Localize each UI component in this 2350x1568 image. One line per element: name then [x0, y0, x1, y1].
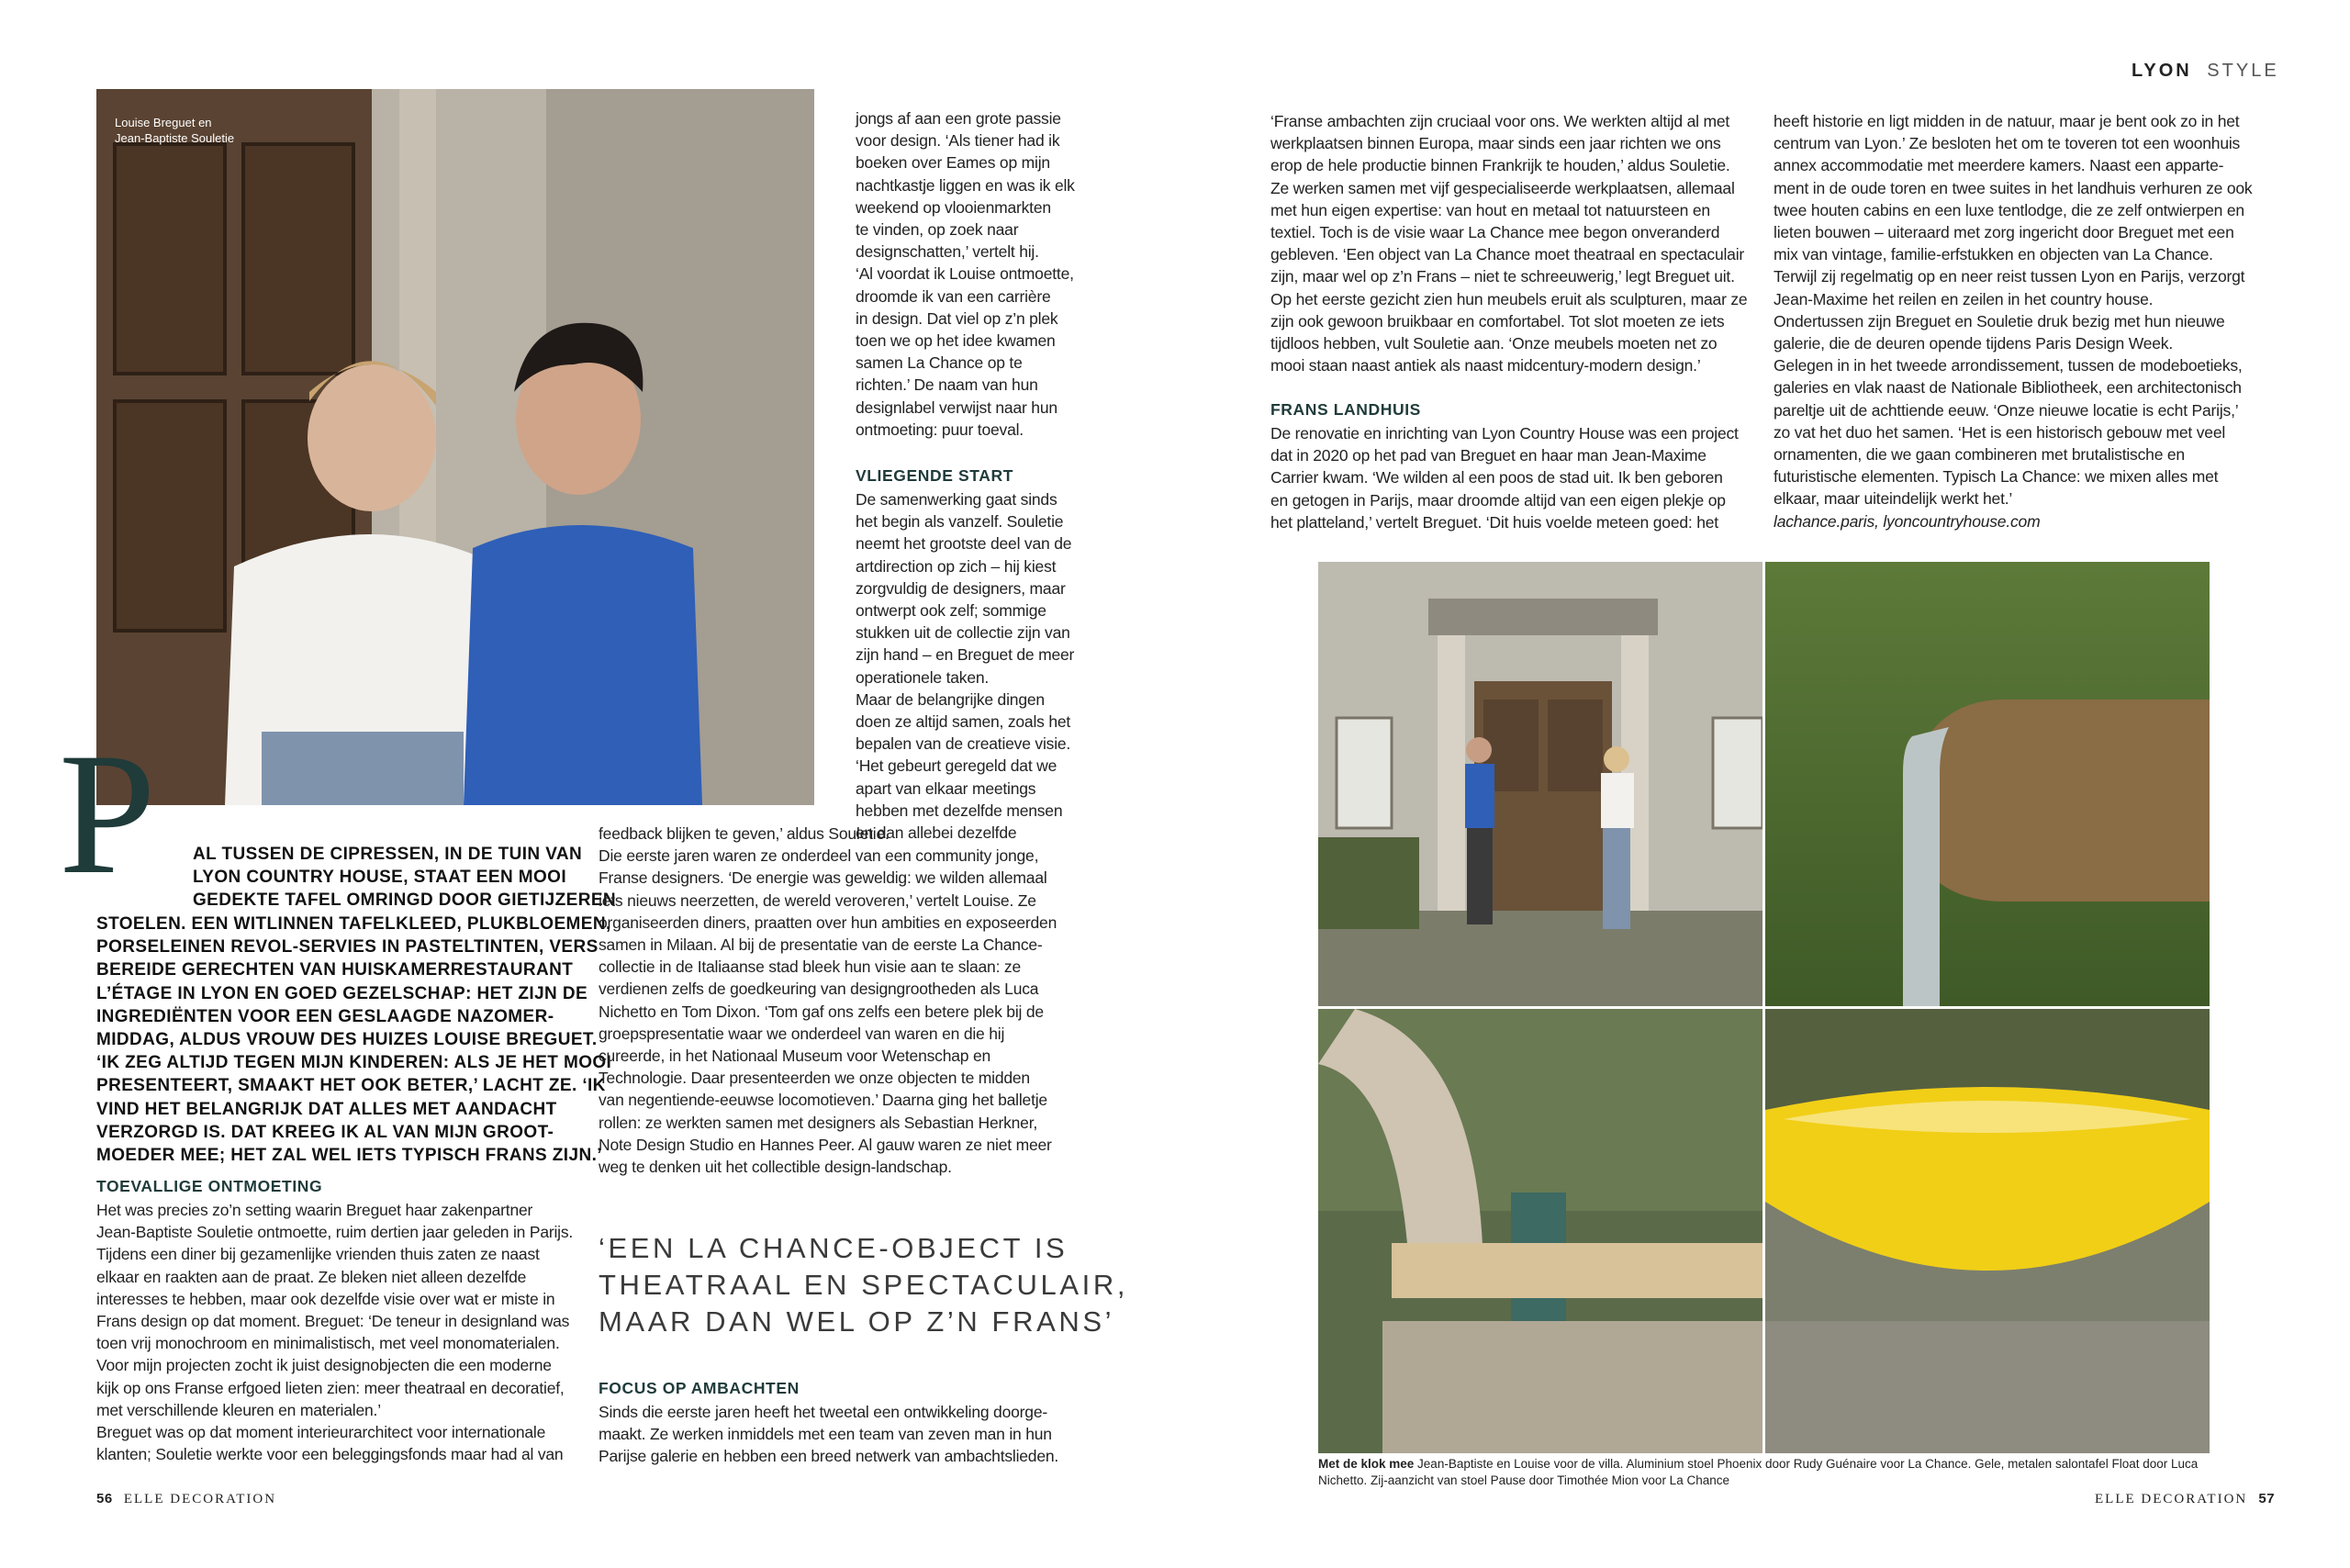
- heading-toevallige-ontmoeting: TOEVALLIGE ONTMOETING: [96, 1177, 323, 1195]
- photo-caption: Louise Breguet en Jean-Baptiste Souletie: [115, 116, 235, 145]
- text-vliegende-start-cont: feedback blijken te geven,’ aldus Souletie. Die eerste jaren waren ze onderdeel van een community jonge, Franse designers. ‘De energie was geweldig: we wilden allemaal iets nieuws neerzetten, de wereld veroveren,’ vertelt Louise. Ze organiseerden diners, praatten over hun ambities en exposeerden samen in Milaan. Al bij de presentatie van de eerste La Chance- collectie in de Italiaanse stad bleek hun visie aan te slaan: ze verdienen zelfs de goedkeuring van designgrootheden als Luca Nichetto en Tom Dixon. ‘Tom gaf ons zelfs een betere plek bij de groepspresentatie waar we onderdeel van waren en die hij cureerde, in het Nationaal Museum voor Wetenschap en Technologie. Daar presenteerden we onze objecten te midden van negentiende-eeuwse locomotieven.’ Daarna ging het balletje rollen: ze werkten samen met designers als Sebastian Herkner, Note Design Studio en Hannes Peer. Al gauw waren ze niet meer weg te denken uit het collectible design-landschap.: [599, 824, 1058, 1177]
- page-number-right: 57: [2258, 1491, 2276, 1506]
- right-column-1-text: ‘Franse ambachten zijn cruciaal voor ons. We werkten altijd al met werkplaatsen binnen Europa, maar sinds een jaar richten we ons erop de hele productie binnen Frankrijk te houden,’ aldus Souletie. Ze werken samen met vijf gespecialiseerde werkplaatsen, allemaal met hun eigen expertise: van hout en metaal tot natuursteen en textiel. Toch is de visie waar La Chance mee begon onveranderd gebleven. ‘Een object van La Chance moet theatraal en spectaculair zijn, maar wel op z’n Frans – niet te schreeuwerig,’ legt Breguet uit. Op het eerste gezicht zien hun meubels eruit als sculpturen, maar ze zijn ook gewoon bruikbaar en comfortabel. Tot slot moeten ze iets tijdloos hebben, vult Souletie aan. ‘Onze meubels moeten net zo mooi staan naast antiek als naast midcentury-modern design.’: [1270, 112, 1748, 375]
- chair-pause-photo: [1318, 1009, 1762, 1453]
- heading-focus-op-ambachten: FOCUS OP AMBACHTEN: [599, 1379, 800, 1397]
- section-sub: STYLE: [2207, 61, 2279, 81]
- section-header: [2132, 61, 2279, 82]
- caption-text: Jean-Baptiste en Louise voor de villa. Aluminium stoel Phoenix door Rudy Guénaire voor La Chance. Gele, metalen salontafel Float door Luca Nichetto. Zij-aanzicht van stoel Pause door Timothée Mion voor La Chance: [1318, 1457, 2199, 1487]
- right-folio: [2095, 1491, 2275, 1507]
- portrait-photo: [96, 89, 814, 805]
- photo-grid-caption: [1318, 1456, 2218, 1489]
- chair-phoenix-photo: [1765, 562, 2210, 1006]
- magazine-name-left: ELLE DECORATION: [123, 1492, 277, 1506]
- section-name: LYON: [2132, 61, 2192, 81]
- right-column-2-text: heeft historie en ligt midden in de natuur, maar je bent ook zo in het centrum van Lyon.’ Ze besloten het om te toveren tot een woonhuis annex accommodatie met meerdere kamers. Naast een apparte- ment in de oude toren en twee suites in het landhuis verhuren ze ook twee houten cabins en een luxe tentlodge, die ze zelf ontwierpen en lieten bouwen – uiteraard met zorg ingericht door Breguet met een mix van vintage, familie-erfstukken en objecten van La Chance. Terwijl zij regelmatig op en neer reist tussen Lyon en Parijs, verzorgt Jean-Maxime het reilen en zeilen in het country house. Ondertussen zijn Breguet en Souletie druk bezig met hun nieuwe galerie, die de deuren opende tijdens Paris Design Week. Gelegen in in het tweede arrondissement, tussen de modeboetieks, galeries en vlak naast de Nationale Bibliotheek, een architectonisch pareltje uit de achttiende eeuw. ‘Onze nieuwe locatie is echt Parijs,’ zo vat het duo het samen. ‘Het is een historisch gebouw met veel ornamenten, die we gaan combineren met brutalistische en futuristische elementen. Typisch La Chance: we mixen alles met elkaar, maar uiteindelijk werkt het.’: [1774, 112, 2253, 509]
- text-frans-landhuis: De renovatie en inrichting van Lyon Country House was een project dat in 2020 op het pad van Breguet en haar man Jean-Maxime Carrier kwam. ‘We wilden al een poos de stad uit. Ik ben geboren en getogen in Parijs, maar droomde altijd van een eigen plekje op het platteland,’ vertelt Breguet. ‘Dit huis voelde meteen goed: het: [1270, 424, 1739, 532]
- intro-text: STOELEN. EEN WITLINNEN TAFELKLEED, PLUKBLOEMEN, PORSELEINEN REVOL-SERVIES IN PASTELTINTEN, VERS BEREIDE GERECHTEN VAN HUISKAMERRESTAURANT L’ÉTAGE IN LYON EN GOED GEZELSCHAP: HET ZIJN DE INGREDIËNTEN VOOR EEN GESLAAGDE NAZOMER- MIDDAG, ALDUS VROUW DES HUIZES LOUISE BREGUET. ‘IK ZEG ALTIJD TEGEN MIJN KINDEREN: ALS JE HET MOOI PRESENTEERT, SMAAKT HET OOK BETER,’ LACHT ZE. ‘IK VIND HET BELANGRIJK DAT ALLES MET AANDACHT VERZORGD IS. DAT KREEG IK AL VAN MIJN GROOT- MOEDER MEE; HET ZAL WEL IETS TYPISCH FRANS ZIJN.’: [96, 914, 612, 1166]
- heading-vliegende-start: VLIEGENDE START: [856, 466, 1014, 485]
- text-focus-op-ambachten: Sinds die eerste jaren heeft het tweetal een ontwikkeling doorge- maakt. Ze werken inmiddels met een team van zeven man in hun Parijse galerie en hebben een breed netwerk van ambachtslieden.: [599, 1403, 1059, 1466]
- website-links: lachance.paris, lyoncountryhouse.com: [1774, 512, 2041, 531]
- intro-lead: AL TUSSEN DE CIPRESSEN, IN DE TUIN VAN LYON COUNTRY HOUSE, STAAT EEN MOOI GEDEKTE TAFEL OMRINGD DOOR GIETIJZEREN: [193, 845, 617, 911]
- villa-photo: [1318, 562, 1762, 1006]
- page-number-left: 56: [96, 1491, 113, 1506]
- heading-frans-landhuis: FRANS LANDHUIS: [1270, 400, 1421, 419]
- magazine-name-right: ELLE DECORATION: [2095, 1492, 2248, 1506]
- pull-quote: ‘EEN LA CHANCE-OBJECT IS THEATRAAL EN SPECTACULAIR, MAAR DAN WEL OP Z’N FRANS’: [599, 1232, 1129, 1338]
- text-toevallige-ontmoeting: Het was precies zo’n setting waarin Breguet haar zakenpartner Jean-Baptiste Souletie ontmoette, ruim dertien jaar geleden in Parijs. Tijdens een diner bij gezamenlijke vrienden thuis zaten ze naast elkaar en raakten aan de praat. Ze bleken niet alleen dezelfde interesses te hebben, maar ook dezelfde visie over wat er miste in Frans design op dat moment. Breguet: ‘De teneur in designland was toen vrij monochroom en minimalistisch, met veel monomaterialen. Voor mijn projecten zocht ik juist designobjecten die een moderne kijk op ons Franse erfgoed lieten zien: meer theatraal en decoratief, met verschillende kleuren en materialen.’ Breguet was op dat moment interieurarchitect voor internationale klanten; Souletie werkte voor een beleggingsfonds maar had al van: [96, 1201, 574, 1464]
- table-float-photo: [1765, 1009, 2210, 1453]
- caption-bold: Met de klok mee: [1318, 1457, 1415, 1471]
- drop-cap: P: [59, 718, 156, 911]
- column-2-top-text: jongs af aan een grote passie voor design. ‘Als tiener had ik boeken over Eames op mijn nachtkastje liggen en was ik elk weekend op vlooienmarkten te vinden, op zoek naar designschatten,’ vertelt hij. ‘Al voordat ik Louise ontmoette, droomde ik van een carrière in design. Dat viel op z’n plek toen we op het idee kwamen samen La Chance op te richten.’ De naam van hun designlabel verwijst naar hun ontmoeting: puur toeval.: [856, 109, 1075, 439]
- text-vliegende-start: De samenwerking gaat sinds het begin als vanzelf. Souletie neemt het grootste deel van de artdirection op zich – hij kiest zorgvuldig de designers, maar ontwerpt ook zelf; sommige stukken uit de collectie zijn van zijn hand – en Breguet de meer operationele taken. Maar de belangrijke dingen doen ze altijd samen, zoals het bepalen van de creatieve visie. ‘Het gebeurt geregeld dat we apart van elkaar meetings hebben met dezelfde mensen en dan allebei dezelfde: [856, 490, 1075, 843]
- left-folio: [96, 1491, 276, 1507]
